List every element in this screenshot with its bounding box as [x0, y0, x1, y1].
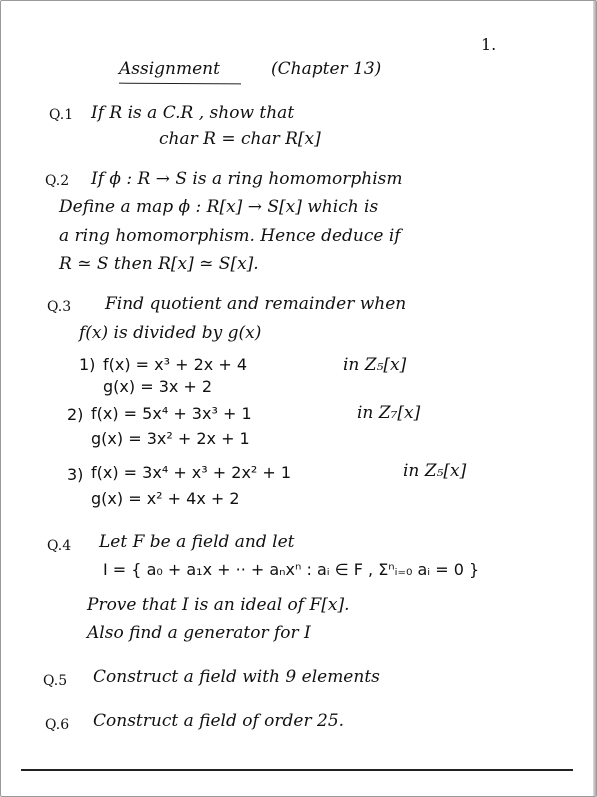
- question-2-line-2: Define a map ϕ : R[x] → S[x] which is: [59, 197, 379, 217]
- question-3-part-1-ring: in Z₅[x]: [343, 355, 407, 375]
- question-3-part-3-f: f(x) = 3x⁴ + x³ + 2x² + 1: [91, 463, 292, 482]
- question-5-line-1: Construct a field with 9 elements: [93, 667, 380, 687]
- question-3-part-2-g: g(x) = 3x² + 2x + 1: [91, 429, 250, 448]
- question-3-part-3-g: g(x) = x² + 4x + 2: [91, 489, 240, 508]
- question-4-number: Q.4: [47, 538, 72, 554]
- question-1-line-2: char R = char R[x]: [159, 129, 321, 149]
- page-number: 1.: [481, 35, 497, 54]
- chapter-subtitle: (Chapter 13): [271, 59, 382, 79]
- question-2-line-1: If ϕ : R → S is a ring homomorphism: [91, 169, 403, 189]
- question-2-number: Q.2: [45, 173, 70, 189]
- question-4-line-4: Also find a generator for I: [87, 623, 311, 643]
- question-3-part-1-f: f(x) = x³ + 2x + 4: [103, 355, 248, 374]
- title-underline: [119, 83, 241, 85]
- question-4-line-1: Let F be a field and let: [99, 532, 295, 552]
- question-3-line-2: f(x) is divided by g(x): [79, 323, 262, 343]
- question-3-part-2-label: 2): [67, 405, 84, 424]
- assignment-title: Assignment: [119, 59, 220, 79]
- question-3-number: Q.3: [47, 299, 72, 315]
- bottom-divider: [21, 769, 573, 771]
- question-3-part-3-ring: in Z₅[x]: [403, 461, 467, 481]
- question-6-number: Q.6: [45, 717, 70, 733]
- question-2-line-3: a ring homomorphism. Hence deduce if: [59, 226, 401, 246]
- question-2-line-4: R ≃ S then R[x] ≃ S[x].: [59, 254, 259, 274]
- question-6-line-1: Construct a field of order 25.: [93, 711, 345, 731]
- question-3-part-2-f: f(x) = 5x⁴ + 3x³ + 1: [91, 404, 252, 423]
- question-4-line-3: Prove that I is an ideal of F[x].: [87, 595, 350, 615]
- page-edge-shadow: [593, 1, 596, 796]
- question-3-part-1-label: 1): [79, 355, 96, 374]
- question-3-part-3-label: 3): [67, 465, 84, 484]
- question-3-part-2-ring: in Z₇[x]: [357, 403, 421, 423]
- question-3-part-1-g: g(x) = 3x + 2: [103, 377, 213, 396]
- question-1-line-1: If R is a C.R , show that: [91, 103, 295, 123]
- question-5-number: Q.5: [43, 673, 68, 689]
- question-3-line-1: Find quotient and remainder when: [105, 294, 407, 314]
- question-4-set-definition: I = { a₀ + a₁x + ·· + aₙxⁿ : aᵢ ∈ F , Σⁿᵢ₌₀ aᵢ = 0 }: [103, 560, 480, 579]
- question-1-number: Q.1: [49, 107, 74, 123]
